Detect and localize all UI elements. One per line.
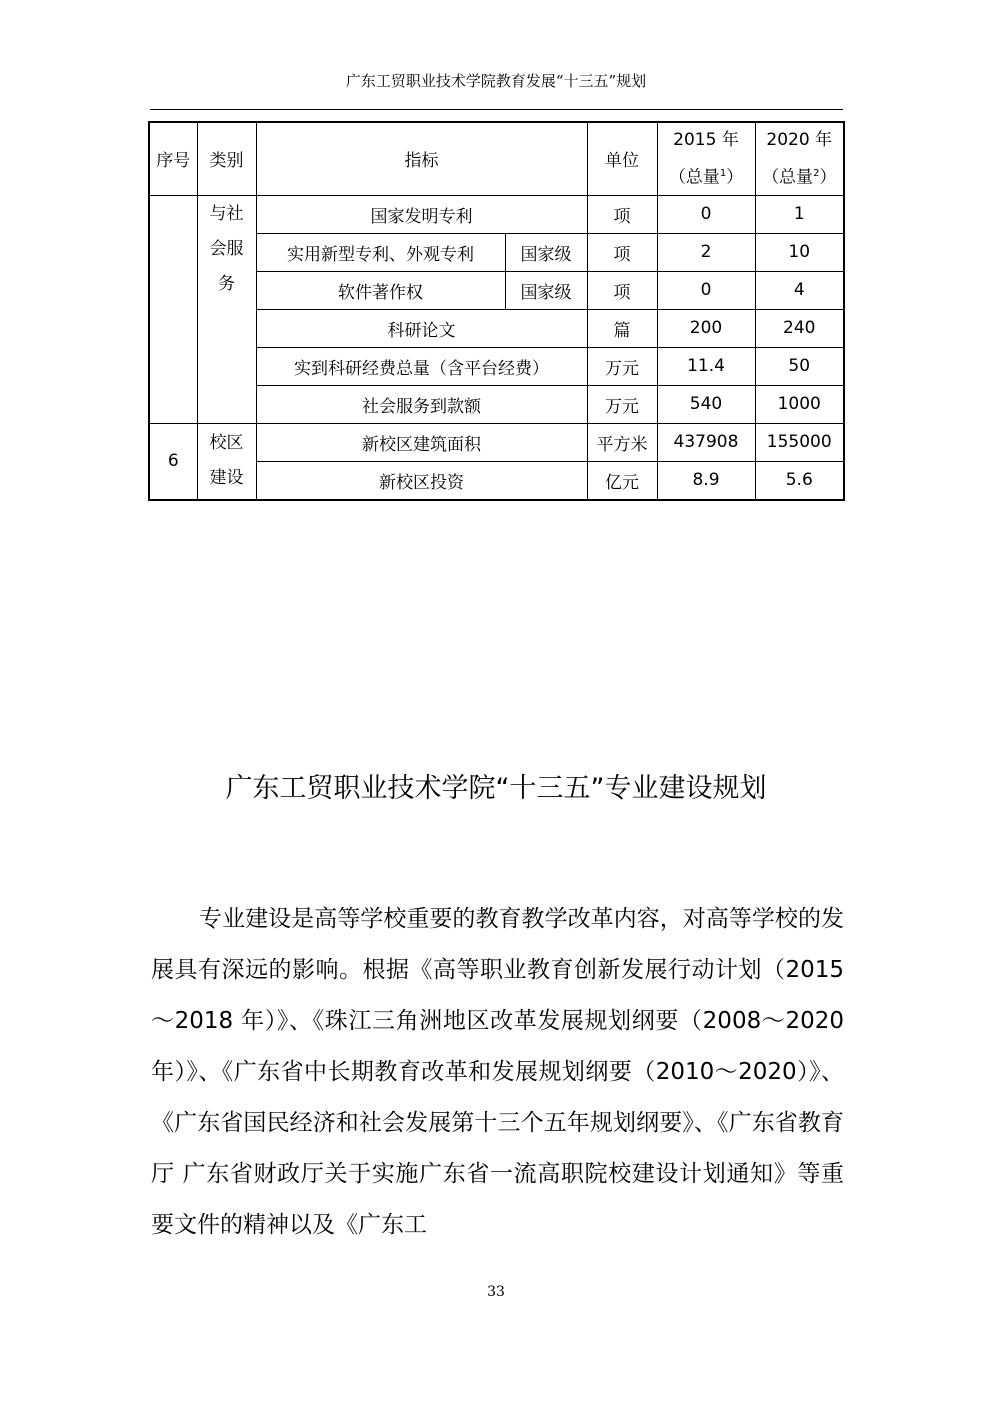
running-header: 广东工贸职业技术学院教育发展“十三五”规划 <box>345 72 647 90</box>
header-seq: 序号 <box>149 122 197 195</box>
section-title: 广东工贸职业技术学院“十三五”专业建设规划 <box>225 773 767 804</box>
value-2015-cell: 0 <box>657 271 755 309</box>
header-2020-close: ） <box>819 167 837 188</box>
header-2015-year: 2015 年 <box>673 130 739 150</box>
header-2015 <box>657 122 755 195</box>
value-2015-cell: 540 <box>657 385 755 423</box>
unit-cell: 项 <box>587 195 657 233</box>
header-rule <box>150 109 843 110</box>
unit-cell: 项 <box>587 233 657 271</box>
value-2020-cell: 240 <box>755 309 844 347</box>
level-cell: 国家级 <box>505 233 587 271</box>
unit-cell: 项 <box>587 271 657 309</box>
value-2020-cell: 1000 <box>755 385 844 423</box>
indicator-cell: 社会服务到款额 <box>256 385 587 423</box>
header-indicator: 指标 <box>256 122 587 195</box>
header-2015-total: （总量 <box>668 167 720 188</box>
value-2020-cell: 50 <box>755 347 844 385</box>
header-2020-total: （总量 <box>762 167 814 188</box>
unit-cell: 平方米 <box>587 423 657 461</box>
value-2015-cell: 0 <box>657 195 755 233</box>
unit-cell: 万元 <box>587 385 657 423</box>
header-2015-close: ） <box>726 167 744 188</box>
page-number: 33 <box>487 1284 505 1300</box>
category-cell-campus <box>197 423 256 500</box>
value-2015-cell: 8.9 <box>657 461 755 500</box>
indicator-cell: 实到科研经费总量（含平台经费） <box>256 347 587 385</box>
header-category: 类别 <box>197 122 256 195</box>
indicator-cell: 新校区投资 <box>256 461 587 500</box>
indicator-cell: 实用新型专利、外观专利 <box>256 233 505 271</box>
table-row <box>149 195 844 233</box>
unit-cell: 篇 <box>587 309 657 347</box>
body-paragraph-text: 专业建设是高等学校重要的教育教学改革内容，对高等学校的发展具有深远的影响。根据《高等职业教育创新发展行动计划（2015～2018 年）》、《珠江三角洲地区改革发展规划纲要（2008～2020 年）》、《广东省中长期教育改革和发展规划纲要（2010～2020）》、《广东省国民经济和社会发展第十三个五年规划纲要》、《广东省教育厅 广东省财政厅关于实施广东省一流高职院校建设计划通知》等重要文件的精神以及《广东工 <box>151 906 844 1238</box>
value-2020-cell: 5.6 <box>755 461 844 500</box>
value-2020-cell: 4 <box>755 271 844 309</box>
indicator-cell: 国家发明专利 <box>256 195 587 233</box>
unit-cell: 万元 <box>587 347 657 385</box>
category-line: 校区 <box>209 433 244 454</box>
table-row <box>149 423 844 461</box>
header-2020 <box>755 122 844 195</box>
value-2015-cell: 11.4 <box>657 347 755 385</box>
header-2015-sup: 1 <box>719 168 727 179</box>
level-cell: 国家级 <box>505 271 587 309</box>
header-2020-sup: 2 <box>813 168 820 179</box>
category-line: 建设 <box>209 468 244 489</box>
value-2015-cell: 200 <box>657 309 755 347</box>
indicator-table <box>148 121 845 501</box>
seq-cell-empty <box>149 195 197 423</box>
value-2020-cell: 1 <box>755 195 844 233</box>
header-2020-year: 2020 年 <box>766 130 833 150</box>
unit-cell: 亿元 <box>587 461 657 500</box>
value-2020-cell: 155000 <box>755 423 844 461</box>
category-line: 与社 <box>209 203 244 224</box>
value-2015-cell: 437908 <box>657 423 755 461</box>
category-line: 务 <box>218 273 235 294</box>
indicator-cell: 新校区建筑面积 <box>256 423 587 461</box>
category-cell-social-service <box>197 195 256 423</box>
body-paragraph <box>151 894 844 1251</box>
category-line: 会服 <box>209 238 244 259</box>
header-unit: 单位 <box>587 122 657 195</box>
seq-cell: 6 <box>149 423 197 500</box>
value-2015-cell: 2 <box>657 233 755 271</box>
indicator-cell: 科研论文 <box>256 309 587 347</box>
indicator-cell: 软件著作权 <box>256 271 505 309</box>
value-2020-cell: 10 <box>755 233 844 271</box>
table-header-row <box>149 122 844 195</box>
